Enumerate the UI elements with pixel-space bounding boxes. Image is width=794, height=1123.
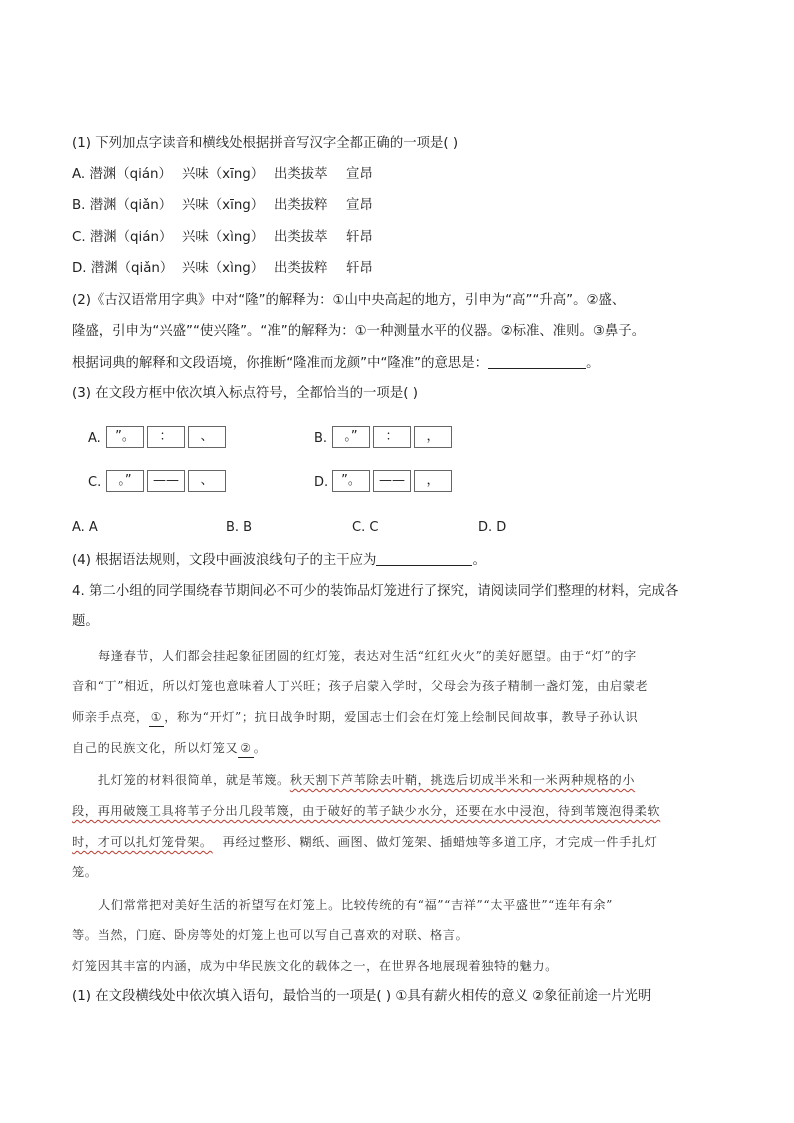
passage-p2-line-3: 时，才可以扎灯笼骨架。 再经过整形、糊纸、画图、做灯笼架、插蜡烛等多道工序，才完成一件手扎灯 — [72, 835, 658, 849]
q1-option-d: D. 潜渊（qiǎn） 兴味（xìng） 出类拔粹 轩昂 — [72, 261, 373, 276]
q1-option-a: A. 潜渊（qián） 兴味（xīng） 出类拔萃 宣昂 — [72, 167, 373, 182]
passage-p1-line-3: 师亲手点亮， ① ，称为“开灯”；抗日战争时期，爱国志士们会在灯笼上绘制民间故事，教导子孙认识 — [72, 708, 638, 727]
q3-row-d-label: D. — [314, 475, 329, 490]
q2-line-2: 隆盛，引申为“兴盛”“使兴隆”。“准”的解释为：①一种测量水平的仪器。②标准、准则。③鼻子。 — [72, 324, 646, 339]
q3-stem: (3) 在文段方框中依次填入标点符号，全都恰当的一项是( ) — [72, 386, 418, 401]
q3-choice-c[interactable]: C. C — [352, 520, 379, 535]
blank-2-marker: ② — [238, 739, 254, 758]
q3-row-d-box-3: ， — [414, 470, 452, 492]
q5-stem: (1) 在文段横线处中依次填入语句，最恰当的一项是( ) ①具有薪火相传的意义 ②象征前途一片光明 — [72, 989, 652, 1004]
passage-p3-line-1: 人们常常把对美好生活的祈望写在灯笼上。比较传统的有“福”“吉祥”“太平盛世”“连年有余” — [98, 898, 613, 912]
q2-line-3: 根据词典的解释和文段语境，你推断“隆准而龙颜”中“隆准”的意思是： 。 — [72, 356, 600, 371]
q3-row-c-box-1: 。” — [106, 470, 144, 492]
section4-line-2: 题。 — [72, 614, 99, 629]
q2-answer-blank[interactable] — [488, 354, 586, 369]
q3-row-a-label: A. — [88, 431, 101, 446]
q3-row-a-box-2: ： — [147, 426, 185, 448]
q3-choice-d[interactable]: D. D — [478, 520, 507, 535]
q3-row-c-box-3: 、 — [188, 470, 226, 492]
q3-row-b-box-1: 。” — [332, 426, 370, 448]
passage-p2-line-4: 笼。 — [72, 865, 98, 879]
wavy-sentence-part-2: 段，再用破篾工具将苇子分出几段苇篾，由于破好的苇子缺少水分，还要在水中浸泡，待到苇篾泡得柔软 — [72, 804, 661, 818]
q4-answer-blank[interactable] — [376, 551, 472, 566]
q4-stem: (4) 根据语法规则，文段中画波浪线句子的主干应为 。 — [72, 553, 486, 568]
passage-p1-line-4: 自己的民族文化，所以灯笼又 ② 。 — [72, 739, 267, 758]
q3-row-c-box-2: —— — [147, 470, 185, 492]
passage-p1-line-2: 音和“丁”相近，所以灯笼也意味着人丁兴旺；孩子启蒙入学时，父母会为孩子精制一盏灯笼，由启蒙老 — [72, 679, 649, 693]
passage-p2-line-1: 扎灯笼的材料很简单，就是苇篾。秋天割下芦苇除去叶鞘，挑选后切成半米和一米两种规格的小 — [98, 773, 636, 787]
q3-row-d-box-1: ”。 — [332, 470, 370, 492]
q3-row-b-label: B. — [314, 431, 328, 446]
passage-p3-line-2: 等。当然，门庭、卧房等处的灯笼上也可以写自己喜欢的对联、格言。 — [72, 928, 469, 942]
passage-p4-line-1: 灯笼因其丰富的内涵，成为中华民族文化的载体之一，在世界各地展现着独特的魅力。 — [72, 959, 558, 973]
q3-row-a-box-3: 、 — [188, 426, 226, 448]
q1-option-b: B. 潜渊（qiǎn） 兴味（xīng） 出类拔粹 宣昂 — [72, 198, 373, 213]
q3-row-b-box-2: ： — [373, 426, 411, 448]
q3-choice-b[interactable]: B. B — [226, 520, 253, 535]
wavy-sentence-part-3: 时，才可以扎灯笼骨架。 — [72, 835, 213, 849]
q1-stem: (1) 下列加点字读音和横线处根据拼音写汉字全都正确的一项是( ) — [72, 136, 459, 151]
q2-line-1: (2)《古汉语常用字典》中对“隆”的解释为：①山中央高起的地方，引申为“高”“升高”。②盛、 — [72, 293, 626, 308]
q1-option-c: C. 潜渊（qián） 兴味（xìng） 出类拔萃 轩昂 — [72, 230, 373, 245]
q3-row-b-box-3: ， — [414, 426, 452, 448]
blank-1-marker: ① — [149, 708, 165, 727]
q3-row-d-box-2: —— — [373, 470, 411, 492]
passage-p2-line-2 — [72, 802, 660, 820]
q3-row-a-box-1: ”。 — [106, 426, 144, 448]
wavy-sentence-part-1: 秋天割下芦苇除去叶鞘，挑选后切成半米和一米两种规格的小 — [289, 773, 636, 787]
passage-p1-line-1: 每逢春节，人们都会挂起象征团圆的红灯笼，表达对生活“红红火火”的美好愿望。由于“灯”的字 — [98, 649, 637, 663]
section4-line-1: 4. 第二小组的同学围绕春节期间必不可少的装饰品灯笼进行了探究，请阅读同学们整理的材料，完成各 — [72, 584, 679, 599]
q3-row-c-label: C. — [88, 475, 102, 490]
q3-choice-a[interactable]: A. A — [72, 520, 98, 535]
